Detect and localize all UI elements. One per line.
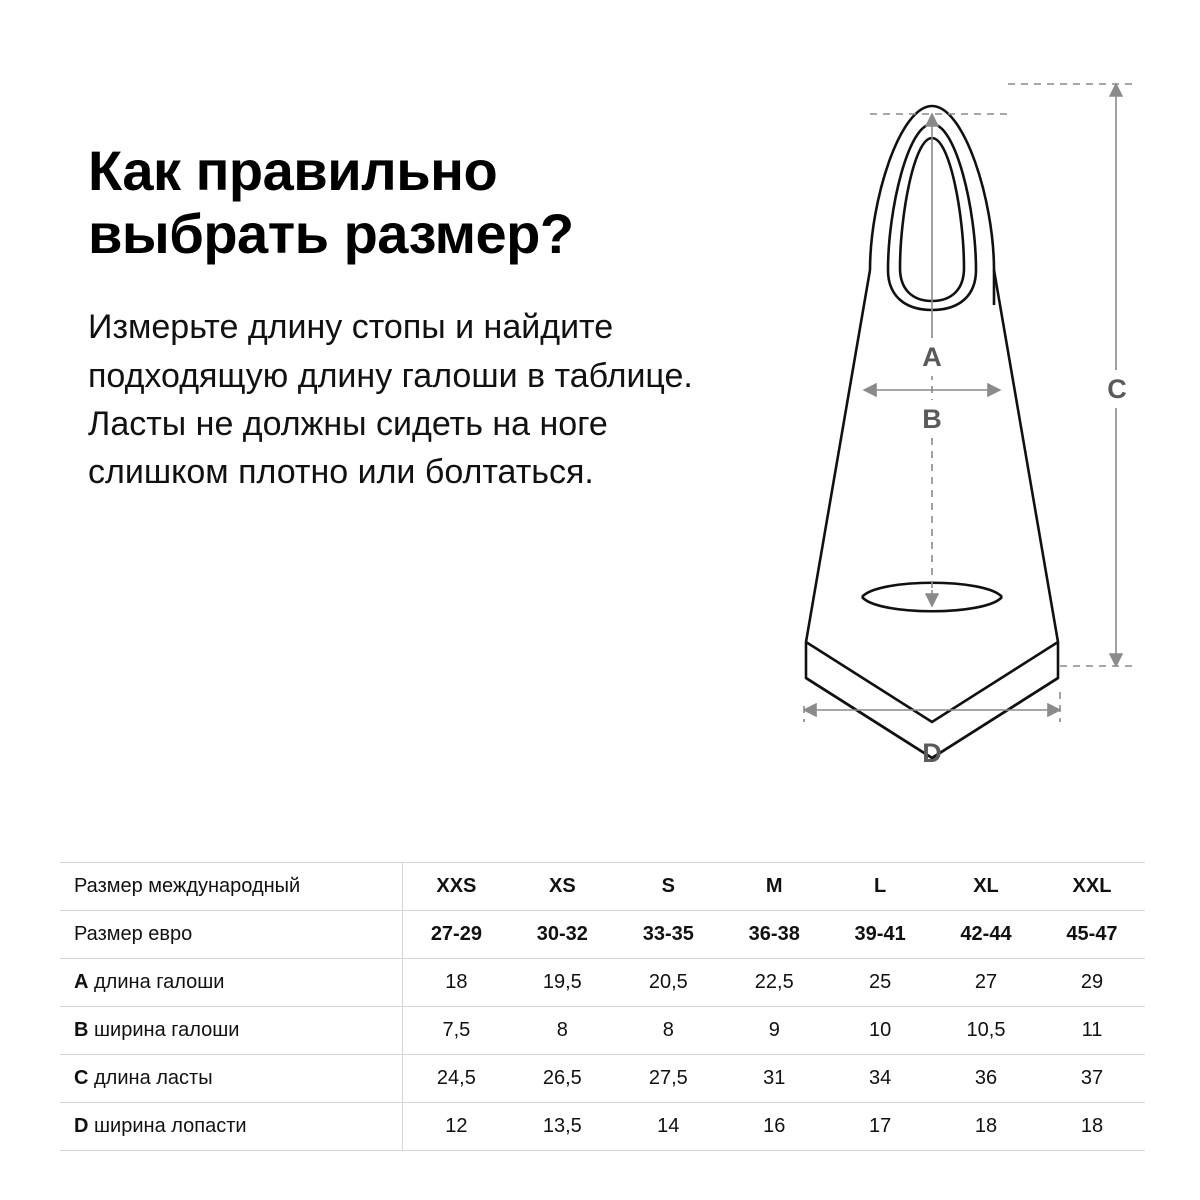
cell: XXL	[1039, 863, 1145, 911]
table-row	[60, 1055, 1145, 1103]
cell: 29	[1039, 959, 1145, 1007]
table-row	[60, 1103, 1145, 1151]
cell: 33-35	[615, 911, 721, 959]
intro-block	[88, 140, 708, 497]
row-header-d: D ширина лопасти	[60, 1103, 403, 1151]
cell: 13,5	[509, 1103, 615, 1151]
cell: 11	[1039, 1007, 1145, 1055]
cell: 37	[1039, 1055, 1145, 1103]
cell: 31	[721, 1055, 827, 1103]
cell: 24,5	[403, 1055, 509, 1103]
dim-label-a: A	[922, 342, 942, 372]
row-header-c: C длина ласты	[60, 1055, 403, 1103]
cell: 8	[509, 1007, 615, 1055]
cell: 18	[1039, 1103, 1145, 1151]
cell: XXS	[403, 863, 509, 911]
cell: 45-47	[1039, 911, 1145, 959]
cell: 7,5	[403, 1007, 509, 1055]
cell: 27	[933, 959, 1039, 1007]
cell: S	[615, 863, 721, 911]
table-row	[60, 959, 1145, 1007]
intro-text: Измерьте длину стопы и найдите подходящую длину галоши в таблице. Ласты не должны сидеть на ноге слишком плотно или болтаться.	[88, 308, 693, 492]
cell: 34	[827, 1055, 933, 1103]
row-header-b: B ширина галоши	[60, 1007, 403, 1055]
table-row	[60, 1007, 1145, 1055]
row-header-international: Размер международный	[60, 863, 403, 911]
dim-label-c: C	[1107, 374, 1127, 404]
cell: 20,5	[615, 959, 721, 1007]
table-row	[60, 911, 1145, 959]
cell: 36	[933, 1055, 1039, 1103]
dim-label-d: D	[922, 738, 942, 768]
dimension-lines	[804, 84, 1132, 722]
row-header-a: A длина галоши	[60, 959, 403, 1007]
cell: 22,5	[721, 959, 827, 1007]
cell: L	[827, 863, 933, 911]
cell: 18	[933, 1103, 1039, 1151]
cell: 18	[403, 959, 509, 1007]
cell: 12	[403, 1103, 509, 1151]
cell: 16	[721, 1103, 827, 1151]
cell: 10	[827, 1007, 933, 1055]
page-title: Как правильно выбрать размер?	[88, 139, 574, 265]
cell: 10,5	[933, 1007, 1039, 1055]
cell: 17	[827, 1103, 933, 1151]
row-header-euro: Размер евро	[60, 911, 403, 959]
cell: 19,5	[509, 959, 615, 1007]
cell: 42-44	[933, 911, 1039, 959]
cell: 14	[615, 1103, 721, 1151]
cell: 25	[827, 959, 933, 1007]
cell: XS	[509, 863, 615, 911]
cell: 8	[615, 1007, 721, 1055]
cell: M	[721, 863, 827, 911]
size-table-body	[60, 863, 1145, 1151]
fin-diagram	[760, 70, 1160, 790]
cell: 27,5	[615, 1055, 721, 1103]
cell: 30-32	[509, 911, 615, 959]
cell: 36-38	[721, 911, 827, 959]
size-table	[60, 862, 1145, 1151]
cell: 26,5	[509, 1055, 615, 1103]
cell: XL	[933, 863, 1039, 911]
table-row	[60, 863, 1145, 911]
cell: 39-41	[827, 911, 933, 959]
cell: 27-29	[403, 911, 509, 959]
cell: 9	[721, 1007, 827, 1055]
dim-label-b: B	[922, 404, 942, 434]
